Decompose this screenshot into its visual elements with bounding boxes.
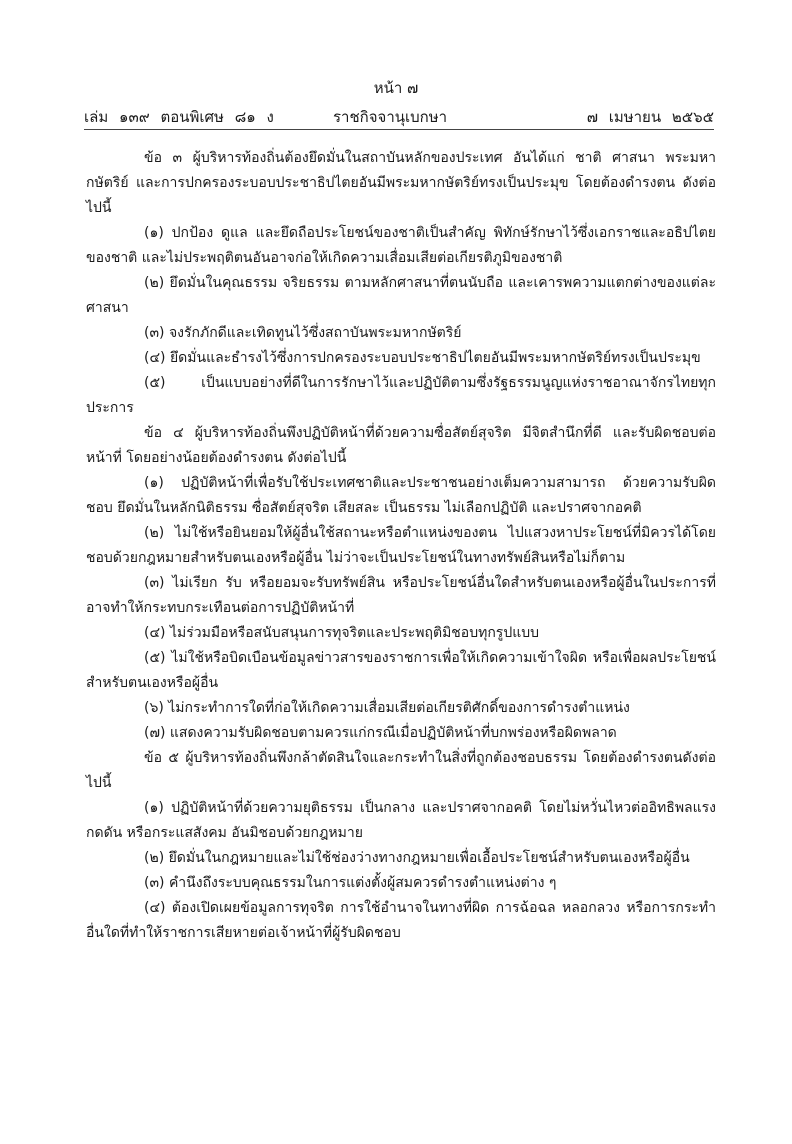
clause-5-item-4: (๔) ต้องเปิดเผยข้อมูลการทุจริต การใช้อำนาจในทางที่ผิด การฉ้อฉล หลอกลวง หรือการกระทำอื่นใดที่ทำให้ราชการเสียหายต่อเจ้าหน้าที่ผู้รับผิดชอบ (86, 900, 716, 941)
gazette-header (84, 105, 714, 127)
clause-5: ข้อ ๕ ผู้บริหารท้องถิ่นพึงกล้าตัดสินใจและกระทำในสิ่งที่ถูกต้องชอบธรรม โดยต้องดำรงตนดังต่อไปนี้ (86, 750, 716, 791)
clause-3: ข้อ ๓ ผู้บริหารท้องถิ่นต้องยึดมั่นในสถาบันหลักของประเทศ อันได้แก่ ชาติ ศาสนา พระมหากษัตริย์ และการปกครองระบอบประชาธิปไตยอันมีพระมหากษัตริย์ทรงเป็นประมุข โดยต้องดำรงตน ดังต่อไปนี้ (86, 150, 716, 216)
clause-3-item-5: (๕) เป็นแบบอย่างที่ดีในการรักษาไว้และปฏิบัติตามซึ่งรัฐธรรมนูญแห่งราชอาณาจักรไทยทุกประการ (86, 375, 716, 416)
clause-3-item-1: (๑) ปกป้อง ดูแล และยึดถือประโยชน์ของชาติเป็นสำคัญ พิทักษ์รักษาไว้ซึ่งเอกราชและอธิปไตยของชาติ และไม่ประพฤติตนอันอาจก่อให้เกิดความเสื่อมเสียต่อเกียรติภูมิของชาติ (86, 225, 716, 266)
publication-title: ราชกิจจานุเบกษา (333, 108, 448, 126)
clause-4: ข้อ ๔ ผู้บริหารท้องถิ่นพึงปฏิบัติหน้าที่ด้วยความซื่อสัตย์สุจริต มีจิตสำนึกที่ดี และรับผิดชอบต่อหน้าที่ โดยอย่างน้อยต้องดำรงตน ดังต่อไปนี้ (86, 425, 716, 466)
clause-4-item-7: (๗) แสดงความรับผิดชอบตามควรแก่กรณีเมื่อปฏิบัติหน้าที่บกพร่องหรือผิดพลาด (144, 725, 617, 741)
clause-5-item-1: (๑) ปฏิบัติหน้าที่ด้วยความยุติธรรม เป็นกลาง และปราศจากอคติ โดยไม่หวั่นไหวต่ออิทธิพลแรงกดดัน หรือกระแสสังคม อันมิชอบด้วยกฎหมาย (86, 800, 716, 841)
clause-5-item-3: (๓) คำนึงถึงระบบคุณธรรมในการแต่งตั้งผู้สมควรดำรงตำแหน่งต่าง ๆ (144, 875, 557, 891)
document-body (86, 146, 716, 946)
header-divider (84, 129, 714, 130)
clause-4-item-4: (๔) ไม่ร่วมมือหรือสนับสนุนการทุจริตและประพฤติมิชอบทุกรูปแบบ (144, 625, 540, 641)
clause-5-item-2: (๒) ยึดมั่นในกฎหมายและไม่ใช้ช่องว่างทางกฎหมายเพื่อเอื้อประโยชน์สำหรับตนเองหรือผู้อื่น (144, 850, 690, 866)
clause-3-item-4: (๔) ยึดมั่นและธำรงไว้ซึ่งการปกครองระบอบประชาธิปไตยอันมีพระมหากษัตริย์ทรงเป็นประมุข (144, 350, 701, 366)
publication-date: ๗ เมษายน ๒๕๖๕ (586, 108, 714, 126)
page-number: หน้า ๗ (373, 79, 419, 97)
volume-issue: เล่ม ๑๓๙ ตอนพิเศษ ๘๑ ง (84, 108, 274, 126)
clause-4-item-3: (๓) ไม่เรียก รับ หรือยอมจะรับทรัพย์สิน หรือประโยชน์อื่นใดสำหรับตนเองหรือผู้อื่นในประการที่อาจทำให้กระทบกระเทือนต่อการปฏิบัติหน้าที่ (86, 575, 716, 616)
clause-4-item-1: (๑) ปฏิบัติหน้าที่เพื่อรับใช้ประเทศชาติและประชาชนอย่างเต็มความสามารถ ด้วยความรับผิดชอบ ยึดมั่นในหลักนิติธรรม ซื่อสัตย์สุจริต เสียสละ เป็นธรรม ไม่เลือกปฏิบัติ และปราศจากอคติ (86, 475, 716, 516)
clause-4-item-2: (๒) ไม่ใช้หรือยินยอมให้ผู้อื่นใช้สถานะหรือตำแหน่งของตน ไปแสวงหาประโยชน์ที่มิควรได้โดยชอบด้วยกฎหมายสำหรับตนเองหรือผู้อื่น ไม่ว่าจะเป็นประโยชน์ในทางทรัพย์สินหรือไม่ก็ตาม (86, 525, 716, 566)
clause-3-item-2: (๒) ยึดมั่นในคุณธรรม จริยธรรม ตามหลักศาสนาที่ตนนับถือ และเคารพความแตกต่างของแต่ละศาสนา (86, 275, 716, 316)
clause-4-item-6: (๖) ไม่กระทำการใดที่ก่อให้เกิดความเสื่อมเสียต่อเกียรติศักดิ์ของการดำรงตำแหน่ง (144, 700, 630, 716)
clause-4-item-5: (๕) ไม่ใช้หรือบิดเบือนข้อมูลข่าวสารของราชการเพื่อให้เกิดความเข้าใจผิด หรือเพื่อผลประโยชน์สำหรับตนเองหรือผู้อื่น (86, 650, 716, 691)
clause-3-item-3: (๓) จงรักภักดีและเทิดทูนไว้ซึ่งสถาบันพระมหากษัตริย์ (144, 325, 462, 341)
